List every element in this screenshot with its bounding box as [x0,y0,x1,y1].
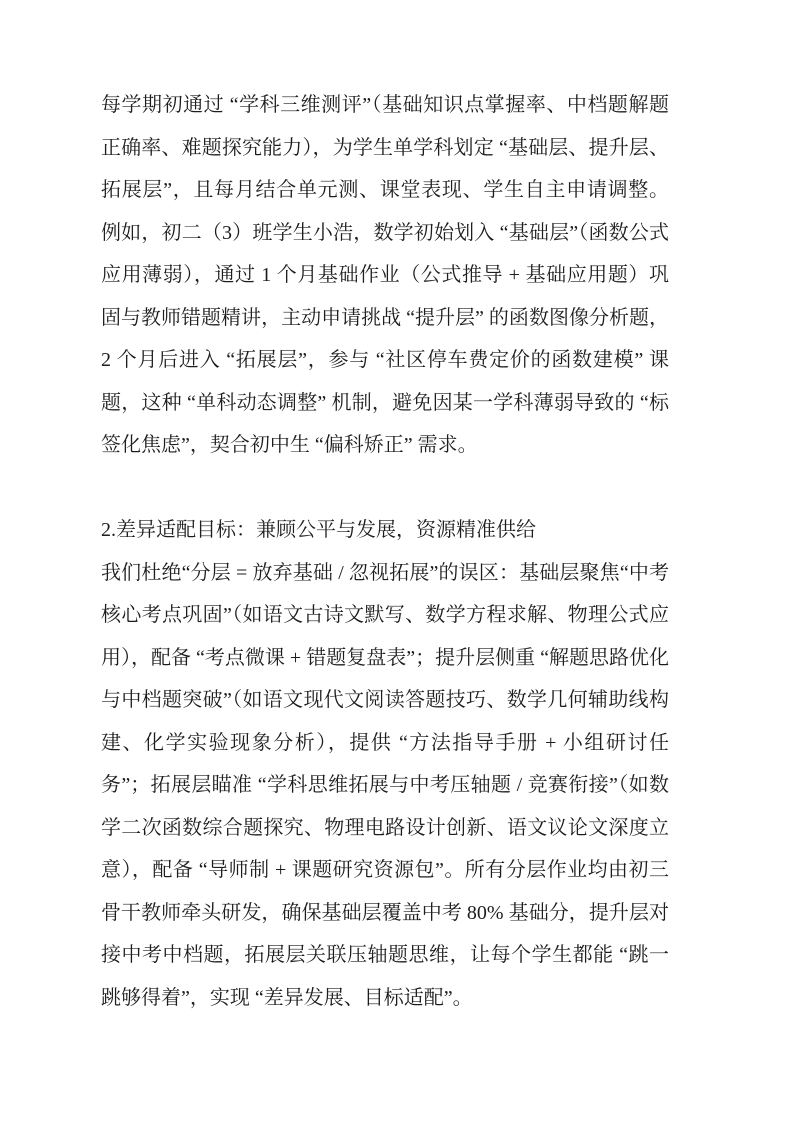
document-content [101,84,669,1019]
section-heading-differentiated-goals: 2.差异适配目标：兼顾公平与发展，资源精准供给 [101,519,536,541]
paragraph-tiering-mechanism: 每学期初通过 “学科三维测评”（基础知识点掌握率、中档题解题正确率、难题探究能力），为学生单学科划定 “基础层、提升层、拓展层”，且每月结合单元测、课堂表现、学生自主申请调整。例如，初二（3）班学生小浩，数学初始划入 “基础层”（函数公式应用薄弱），通过 1 个月基础作业（公式推导 + 基础应用题）巩固与教师错题精讲，主动申请挑战 “提升层” 的函数图像分析题，2 个月后进入 “拓展层”，参与 “社区停车费定价的函数建模” 课题，这种 “单科动态调整” 机制，避免因某一学科薄弱导致的 “标签化焦虑”，契合初中生 “偏科矫正” 需求。 [101,94,669,456]
paragraph-differentiated-resources: 我们杜绝“分层 = 放弃基础 / 忽视拓展”的误区：基础层聚焦“中考核心考点巩固”（如语文古诗文默写、数学方程求解、物理公式应用），配备 “考点微课 + 错题复盘表”；提升层侧重 “解题思路优化与中档题突破”（如语文现代文阅读答题技巧、数学几何辅助线构建、化学实验现象分析），提供 “方法指导手册 + 小组研讨任务”；拓展层瞄准 “学科思维拓展与中考压轴题 / 竞赛衔接”（如数学二次函数综合题探究、物理电路设计创新、语文议论文深度立意），配备 “导师制 + 课题研究资源包”。所有分层作业均由初三骨干教师牵头研发，确保基础层覆盖中考 80% 基础分，提升层对接中考中档题，拓展层关联压轴题思维，让每个学生都能 “跳一跳够得着”，实现 “差异发展、目标适配”。 [101,561,669,1009]
